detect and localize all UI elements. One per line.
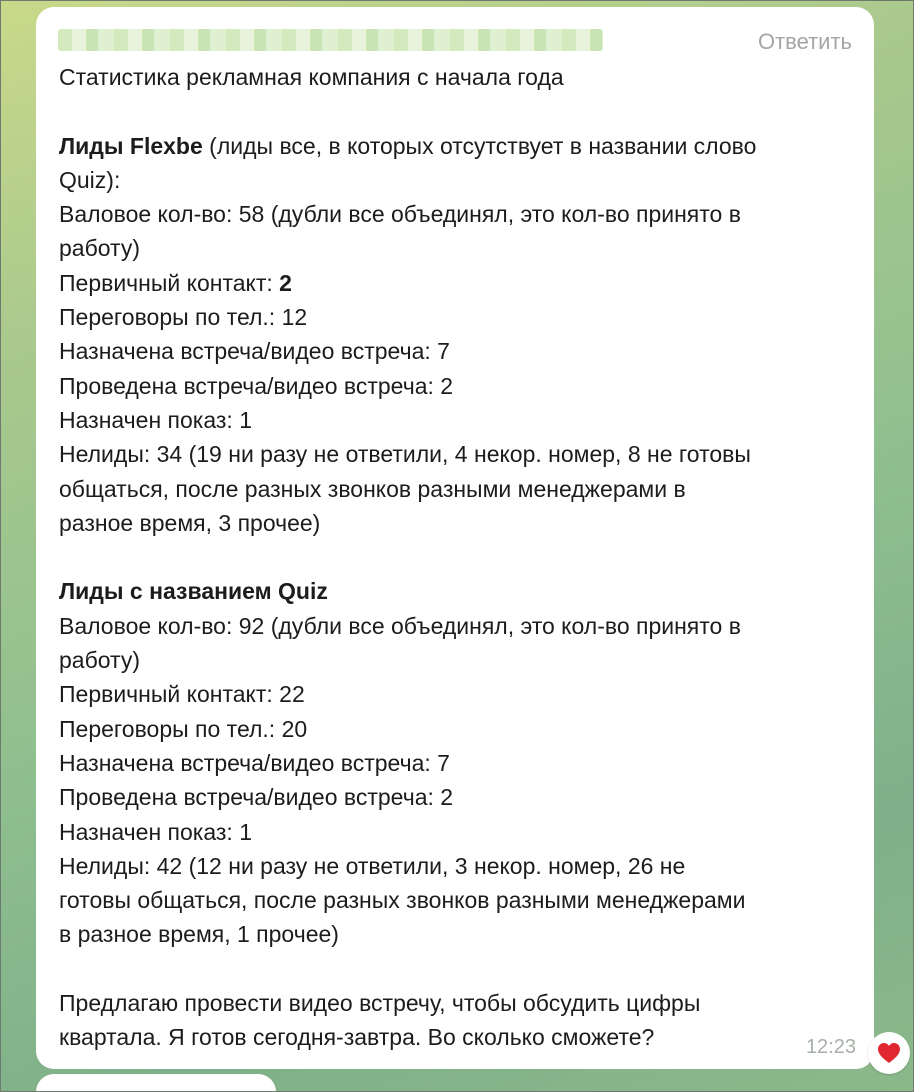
closing-text-cont: квартала. Я готов сегодня-завтра. Во сколько сможете? bbox=[59, 1024, 655, 1051]
flexbe-nonleads-cont-2: разное время, 3 прочее) bbox=[59, 509, 321, 536]
flexbe-heading-note: (лиды все, в которых отсутствует в названии слово bbox=[202, 132, 757, 159]
quiz-gross: Валовое кол-во: 92 (дубли все объединял, это кол-во принято в bbox=[59, 612, 741, 639]
flexbe-gross: Валовое кол-во: 58 (дубли все объединял, это кол-во принято в bbox=[59, 201, 741, 228]
quiz-nonleads: Нелиды: 42 (12 ни разу не ответили, 3 некор. номер, 26 не bbox=[59, 852, 686, 879]
flexbe-meeting-set: Назначена встреча/видео встреча: 7 bbox=[59, 338, 450, 365]
flexbe-nonleads-cont: общаться, после разных звонков разными менеджерами в bbox=[59, 475, 686, 502]
quiz-gross-cont: работу) bbox=[59, 647, 140, 674]
quiz-first-contact: Первичный контакт: 22 bbox=[59, 681, 305, 708]
message-text bbox=[59, 60, 859, 1055]
flexbe-first-contact-value: 2 bbox=[279, 269, 292, 296]
quiz-meeting-set: Назначена встреча/видео встреча: 7 bbox=[59, 749, 450, 776]
quiz-nonleads-cont-2: в разное время, 1 прочее) bbox=[59, 921, 339, 948]
flexbe-heading-note-cont: Quiz): bbox=[59, 166, 121, 193]
quiz-heading: Лиды с названием Quiz bbox=[59, 578, 328, 605]
flexbe-meeting-held: Проведена встреча/видео встреча: 2 bbox=[59, 372, 454, 399]
quiz-nonleads-cont: готовы общаться, после разных звонков разными менеджерами bbox=[59, 887, 746, 914]
closing-text: Предлагаю провести видео встречу, чтобы обсудить цифры bbox=[59, 990, 701, 1017]
sender-name-blurred bbox=[58, 29, 603, 51]
quiz-meeting-held: Проведена встреча/видео встреча: 2 bbox=[59, 784, 454, 811]
heart-icon bbox=[877, 1042, 901, 1064]
message-timestamp: 12:23 bbox=[805, 1036, 856, 1058]
message-bubble[interactable] bbox=[36, 7, 874, 1069]
flexbe-show-set: Назначен показ: 1 bbox=[59, 406, 253, 433]
reaction-button[interactable] bbox=[868, 1032, 910, 1074]
quiz-show-set: Назначен показ: 1 bbox=[59, 818, 253, 845]
flexbe-phone-talks: Переговоры по тел.: 12 bbox=[59, 304, 308, 331]
flexbe-heading bbox=[59, 129, 859, 163]
flexbe-gross-cont: работу) bbox=[59, 235, 140, 262]
flexbe-heading-bold: Лиды Flexbe bbox=[59, 132, 203, 159]
reply-button[interactable]: Ответить bbox=[757, 29, 852, 54]
quiz-phone-talks: Переговоры по тел.: 20 bbox=[59, 715, 308, 742]
flexbe-nonleads: Нелиды: 34 (19 ни разу не ответили, 4 некор. номер, 8 не готовы bbox=[59, 441, 751, 468]
flexbe-first-contact-label: Первичный контакт: bbox=[59, 269, 280, 296]
next-message-bubble[interactable] bbox=[36, 1074, 276, 1092]
message-title: Статистика рекламная компания с начала года bbox=[59, 64, 564, 90]
flexbe-first-contact bbox=[59, 266, 859, 300]
